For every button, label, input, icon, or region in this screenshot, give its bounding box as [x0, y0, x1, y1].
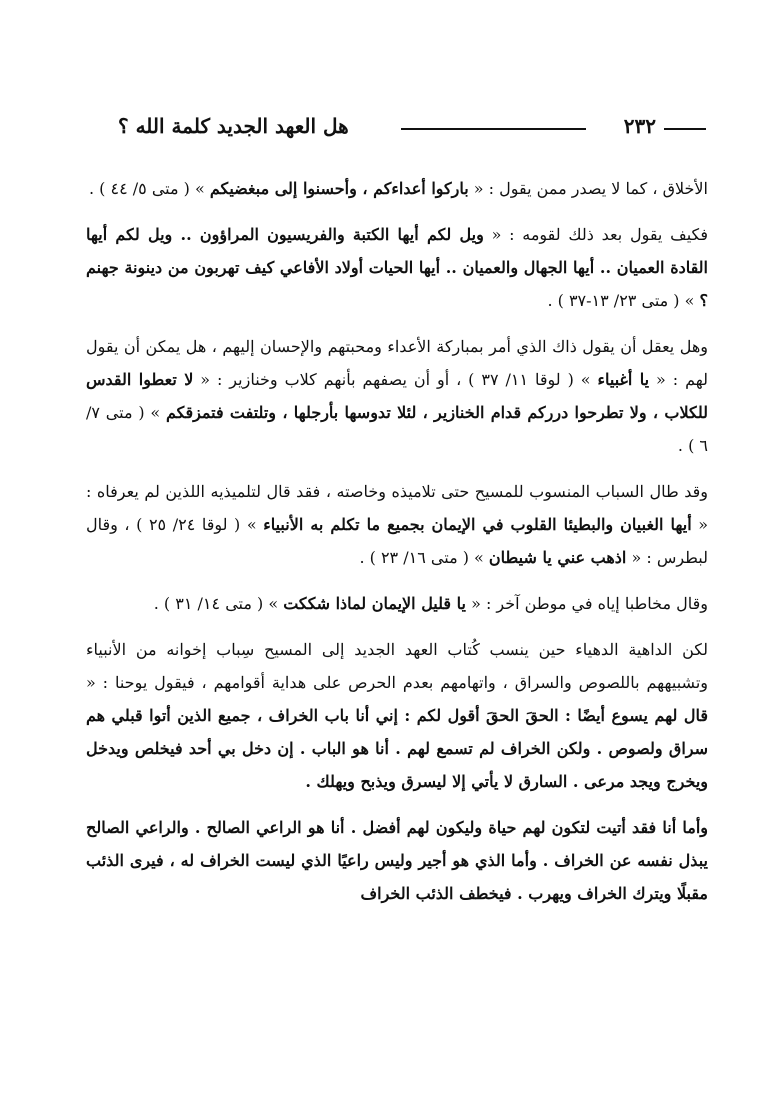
citation: » ( متى ٢٣/ ١٣-٣٧ ) . — [547, 291, 700, 310]
paragraph-6 — [86, 633, 708, 798]
paragraph-4 — [86, 475, 708, 574]
quote-text: اذهب عني يا شيطان — [488, 548, 627, 567]
citation: » ( لوقا ٢٤/ ٢٥ ) ، وقال لبطرس : « — [86, 515, 708, 567]
quote-text: يا أغبياء — [597, 370, 650, 389]
quote-text: لا تعطوا القدس للكلاب ، ولا تطرحوا درركم قدام الخنازير ، لئلا تدوسها بأرجلها ، وتلتفت فتمزقكم — [86, 370, 708, 422]
page-number: ٢٣٢ — [623, 114, 656, 138]
quote-text: ويل لكم أيها الكتبة والفريسيون المراؤون .. ويل لكم أيها القادة العميان .. أيها الجهال والعميان .. أيها الحيات أولاد الأفاعي كيف تهربون من دينونة جهنم ؟ — [86, 225, 708, 310]
text-run: الأخلاق ، كما لا يصدر ممن يقول : « — [468, 179, 708, 198]
page-body — [86, 172, 708, 923]
paragraph-1 — [86, 172, 708, 205]
quote-text: أيها الغبيان والبطيئا القلوب في الإيمان بجميع ما تكلم به الأنبياء — [263, 515, 692, 534]
quote-text: يا قليل الإيمان لماذا شككت — [283, 594, 466, 613]
citation: » ( متى ١٦/ ٢٣ ) . — [359, 548, 489, 567]
header-rule-right — [664, 128, 706, 130]
paragraph-5 — [86, 587, 708, 620]
citation: » ( متى ١٤/ ٣١ ) . — [153, 594, 284, 613]
paragraph-3 — [86, 330, 708, 462]
citation: » ( متى ٧/ ٦ ) . — [86, 403, 708, 455]
text-run: وقد طال السباب المنسوب للمسيح حتى تلاميذه وخاصته ، فقد قال لتلميذيه اللذين لم يعرفاه : « — [86, 482, 709, 534]
quote-text: قال لهم يسوع أيضًا : الحقَ الحقَ أقول لكم : إني أنا باب الخراف ، جميع الذين أتوا قبلي هم سراق ولصوص . ولكن الخراف لم تسمع لهم . أنا هو الباب . إن دخل بي أحد فيخلص ويدخل ويخرج ويجد مرعى . السارق لا يأتي إلا ليسرق ويذبح ويهلك . — [86, 706, 708, 791]
running-title: هل العهد الجديد كلمة الله ؟ — [118, 114, 349, 138]
quote-text: وأما أنا فقد أتيت لتكون لهم حياة وليكون لهم أفضل . أنا هو الراعي الصالح . والراعي الصالح يبذل نفسه عن الخراف . وأما الذي هو أجير وليس راعيًا الذي ليست الخراف له ، فيرى الذئب مقبلًا ويترك الخراف ويهرب . فيخطف الذئب الخراف — [86, 818, 708, 903]
text-run: وقال مخاطبا إياه في موطن آخر : « — [465, 594, 708, 613]
quote-text: باركوا أعداءكم ، وأحسنوا إلى مبغضيكم — [209, 179, 469, 198]
citation: » ( متى ٥/ ٤٤ ) . — [88, 179, 210, 198]
text-run: فكيف يقول بعد ذلك لقومه : « — [483, 225, 709, 244]
page-header — [118, 112, 706, 142]
paragraph-7 — [86, 811, 708, 910]
paragraph-2 — [86, 218, 708, 317]
citation: » ( لوقا ١١/ ٣٧ ) ، أو أن يصفهم بأنهم كلاب وخنازير : « — [193, 370, 598, 389]
header-rule-middle — [401, 128, 586, 130]
text-run: وهل يعقل أن يقول ذاك الذي أمر بمباركة الأعداء ومحبتهم والإحسان إليهم ، هل يمكن أن يقول لهم : « — [86, 337, 709, 389]
text-run: لكن الداهية الدهياء حين ينسب كُتاب العهد الجديد إلى المسيح سِباب إخوانه من الأنبياء وتشبيههم باللصوص والسراق ، واتهامهم بعدم الحرص على هداية أقوامهم ، فيقول يوحنا : « — [86, 640, 708, 692]
